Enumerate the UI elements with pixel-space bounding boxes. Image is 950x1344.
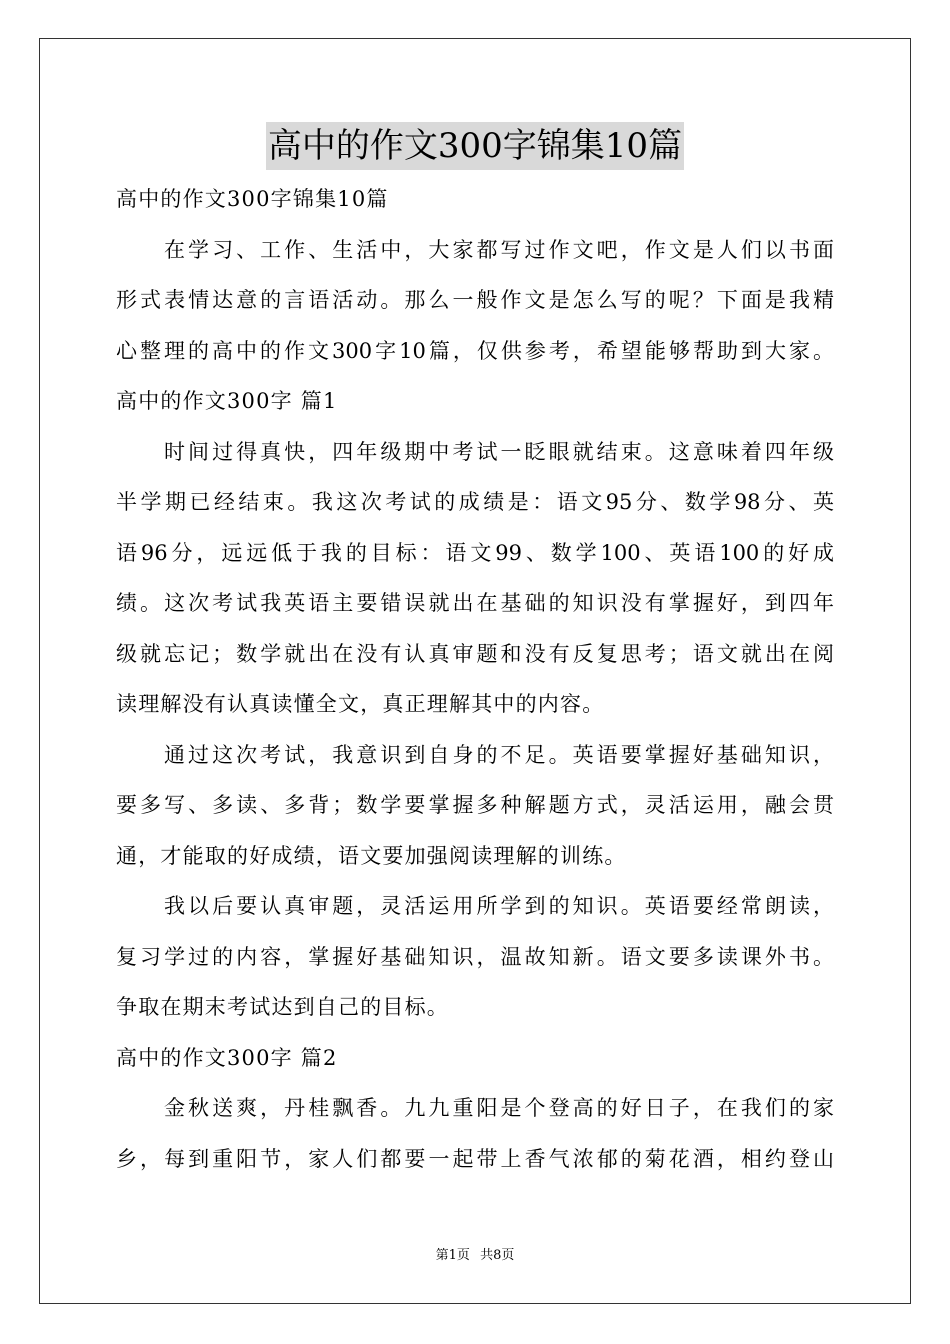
document-title: 高中的作文300字锦集10篇 bbox=[266, 122, 684, 170]
page-footer bbox=[0, 1246, 950, 1266]
text-line: 级就忘记；数学就出在没有认真审题和没有反复思考；语文就出在阅 bbox=[116, 641, 834, 666]
text-line: 要多写、多读、多背；数学要掌握多种解题方式，灵活运用，融会贯 bbox=[116, 793, 834, 817]
text-line: 我以后要认真审题，灵活运用所学到的知识。英语要经常朗读， bbox=[164, 894, 834, 918]
text-line: 乡，每到重阳节，家人们都要一起带上香气浓郁的菊花酒，相约登山 bbox=[116, 1146, 834, 1171]
text-line: 高中的作文300字锦集10篇 bbox=[116, 187, 389, 211]
text-line: 心整理的高中的作文300字10篇，仅供参考，希望能够帮助到大家。 bbox=[116, 338, 834, 363]
title-container bbox=[0, 122, 950, 170]
text-line: 通过这次考试，我意识到自身的不足。英语要掌握好基础知识， bbox=[164, 742, 834, 767]
text-line: 高中的作文300字 篇2 bbox=[116, 1045, 338, 1070]
text-line: 复习学过的内容，掌握好基础知识，温故知新。语文要多读课外书。 bbox=[116, 944, 834, 969]
text-line: 半学期已经结束。我这次考试的成绩是：语文95分、数学98分、英 bbox=[116, 490, 834, 514]
document-body bbox=[116, 174, 834, 1184]
text-line: 语96分，远远低于我的目标：语文99、数学100、英语100的好成 bbox=[116, 540, 834, 565]
text-line: 争取在期末考试达到自己的目标。 bbox=[116, 995, 449, 1019]
text-line: 在学习、工作、生活中，大家都写过作文吧，作文是人们以书面 bbox=[164, 237, 834, 262]
text-line: 通，才能取的好成绩，语文要加强阅读理解的训练。 bbox=[116, 843, 627, 868]
page-total: 共8页 bbox=[480, 1248, 515, 1263]
text-line: 绩。这次考试我英语主要错误就出在基础的知识没有掌握好，到四年 bbox=[116, 591, 834, 615]
text-line: 时间过得真快，四年级期中考试一眨眼就结束。这意味着四年级 bbox=[164, 439, 834, 464]
text-line: 形式表情达意的言语活动。那么一般作文是怎么写的呢？下面是我精 bbox=[116, 288, 834, 312]
text-line: 金秋送爽，丹桂飘香。九九重阳是个登高的好日子，在我们的家 bbox=[164, 1096, 834, 1120]
text-line: 读理解没有认真读懂全文，真正理解其中的内容。 bbox=[116, 692, 605, 716]
text-line: 高中的作文300字 篇1 bbox=[116, 389, 338, 413]
page-number: 第1页 bbox=[435, 1248, 470, 1263]
